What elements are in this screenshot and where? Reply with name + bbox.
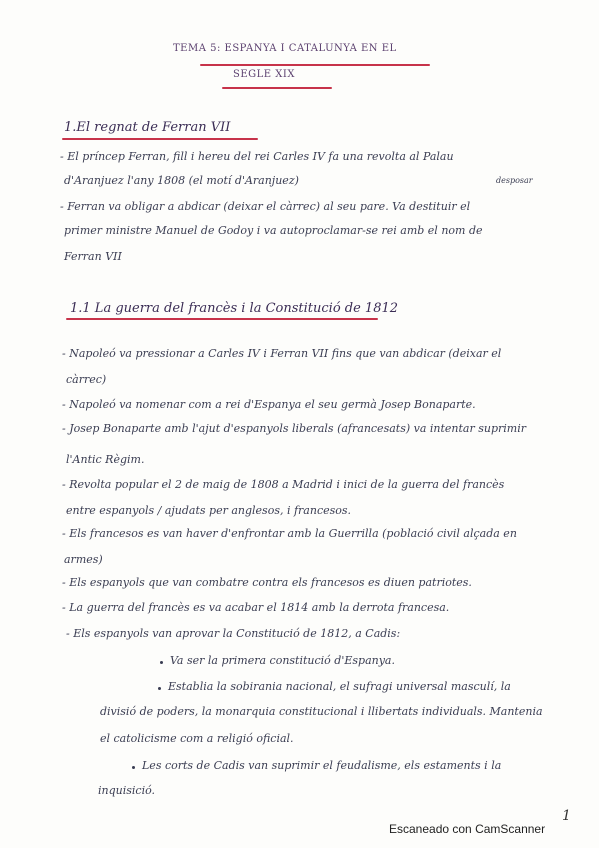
- text-line: armes): [64, 553, 103, 566]
- title-underline-2: [222, 87, 332, 89]
- section-heading-2-underline: [66, 318, 378, 320]
- text-line: - El príncep Ferran, fill i hereu del rei Carles IV fa una revolta al Palau: [60, 150, 454, 163]
- bullet-item-continued: el catolicisme com a religió oficial.: [100, 732, 294, 745]
- text-line: - Josep Bonaparte amb l'ajut d'espanyols liberals (afrancesats) va intentar suprimir: [62, 422, 526, 435]
- title-underline-1: [200, 64, 430, 66]
- bullet-item: Va ser la primera constitució d'Espanya.: [170, 654, 395, 667]
- text-line: primer ministre Manuel de Godoy i va autoproclamar-se rei amb el nom de: [64, 224, 483, 237]
- section-heading-1-underline: [62, 138, 258, 140]
- document-title: TEMA 5: ESPANYA I CATALUNYA EN EL: [173, 43, 397, 54]
- text-line: - Els espanyols que van combatre contra els francesos es diuen patriotes.: [62, 576, 472, 589]
- bullet-dot: [132, 766, 135, 769]
- bullet-item-continued: divisió de poders, la monarquia constitucional i llibertats individuals. Mantenia: [100, 705, 543, 718]
- text-line: càrrec): [66, 373, 107, 386]
- scanner-watermark: Escaneado con CamScanner: [389, 822, 546, 836]
- page-number: 1: [562, 808, 571, 824]
- text-line: entre espanyols / ajudats per anglesos, i francesos.: [66, 504, 352, 517]
- text-line: - Els francesos es van haver d'enfrontar amb la Guerrilla (població civil alçada en: [62, 527, 517, 540]
- text-line: - Napoleó va nomenar com a rei d'Espanya el seu germà Josep Bonaparte.: [62, 398, 476, 411]
- section-heading-2: 1.1 La guerra del francès i la Constitució de 1812: [70, 301, 399, 316]
- text-line: - Revolta popular el 2 de maig de 1808 a Madrid i inici de la guerra del francès: [62, 478, 505, 491]
- text-line: - La guerra del francès es va acabar el 1814 amb la derrota francesa.: [62, 601, 450, 614]
- bullet-item: Les corts de Cadis van suprimir el feudalisme, els estaments i la: [142, 759, 502, 772]
- text-line: l'Antic Règim.: [66, 453, 145, 466]
- bullet-dot: [158, 687, 161, 690]
- section-heading-1: 1.El regnat de Ferran VII: [64, 120, 231, 135]
- document-subtitle: SEGLE XIX: [233, 69, 295, 80]
- margin-annotation: desposar: [496, 176, 533, 185]
- bullet-dot: [160, 661, 163, 664]
- bullet-item: Establia la sobirania nacional, el sufragi universal masculí, la: [168, 680, 511, 693]
- text-line: d'Aranjuez l'any 1808 (el motí d'Aranjuez): [64, 174, 299, 187]
- text-line: - Napoleó va pressionar a Carles IV i Ferran VII fins que van abdicar (deixar el: [62, 347, 502, 360]
- text-line: - Ferran va obligar a abdicar (deixar el càrrec) al seu pare. Va destituir el: [60, 200, 471, 213]
- text-line: Ferran VII: [64, 250, 122, 263]
- text-line: - Els espanyols van aprovar la Constitució de 1812, a Cadis:: [66, 627, 401, 640]
- bullet-item-continued: inquisició.: [98, 784, 156, 797]
